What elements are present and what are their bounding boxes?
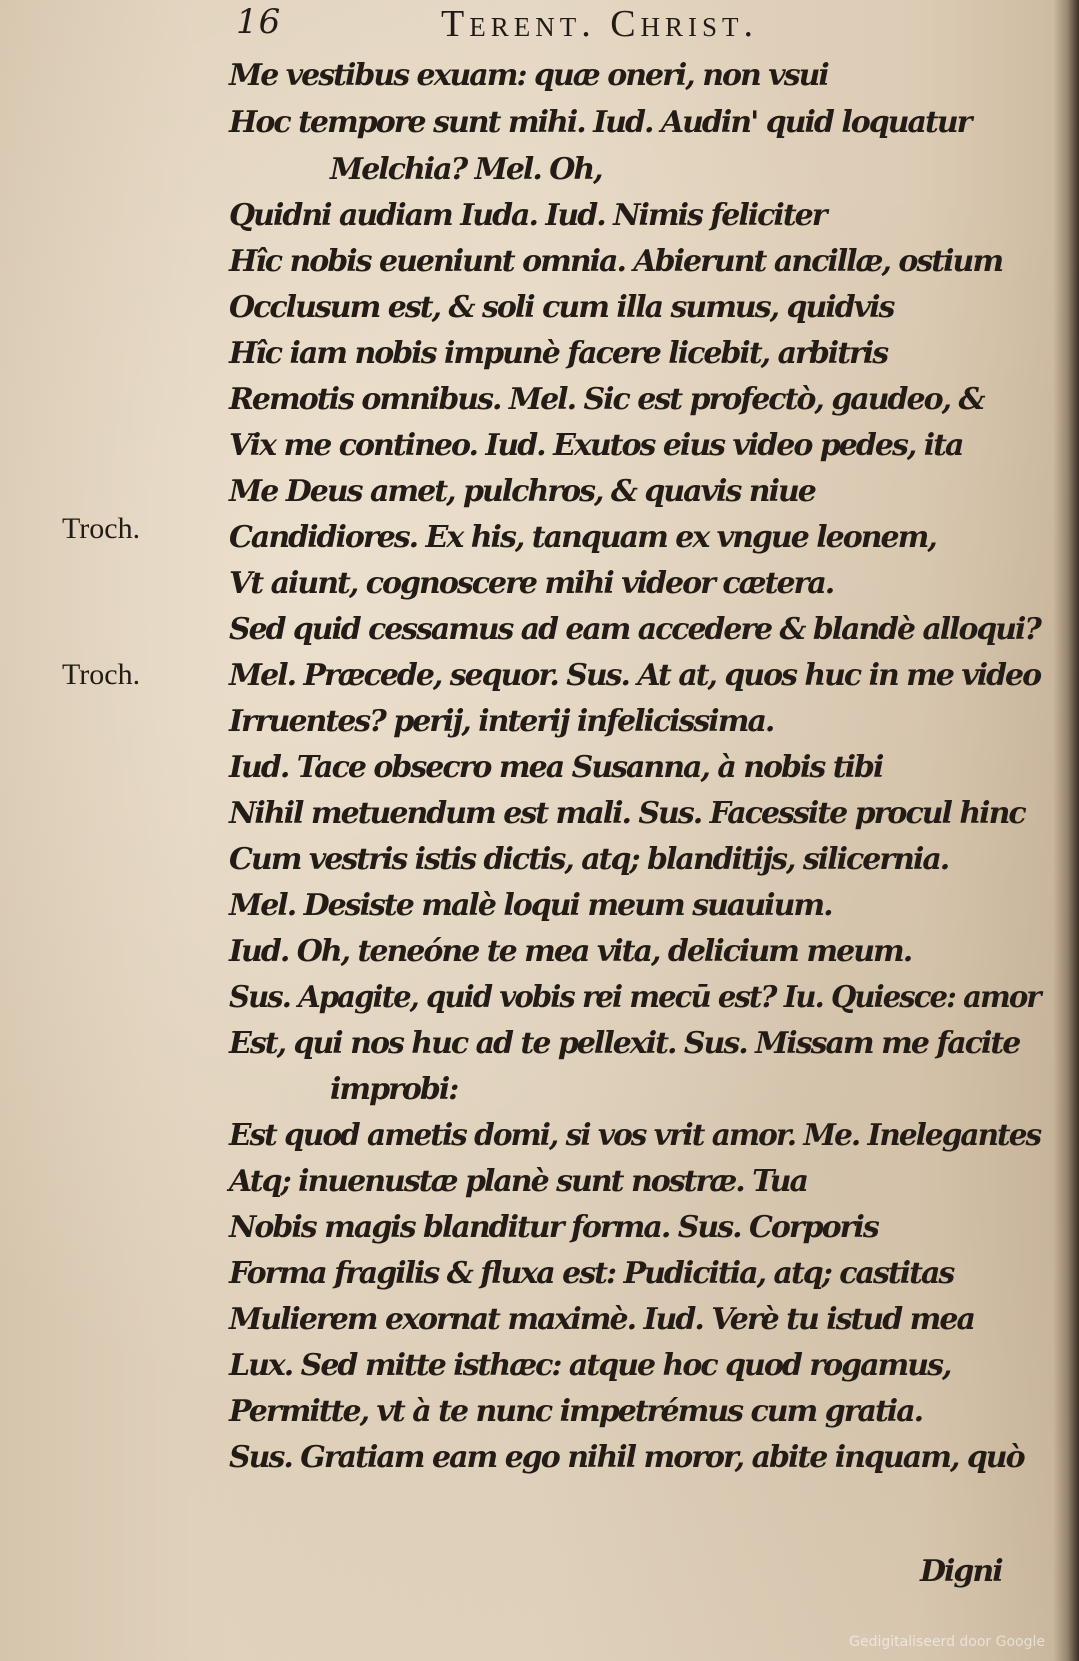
- text-line: Vt aiunt, cognoscere mihi videor cætera.: [229, 566, 834, 601]
- text-line: Cum vestris istis dictis, atq; blanditijs, silicernia.: [229, 842, 949, 877]
- text-line: Remotis omnibus. Mel. Sic est profectò, gaudeo, &: [229, 382, 984, 417]
- text-line: Sus. Apagite, quid vobis rei mecū est? Iu. Quiesce: amor: [229, 980, 1040, 1015]
- text-line: Melchia? Mel. Oh,: [330, 152, 602, 187]
- text-line: Hoc tempore sunt mihi. Iud. Audin' quid loquatur: [229, 105, 971, 140]
- text-line: Me vestibus exuam: quæ oneri, non vsui: [229, 58, 828, 93]
- text-line: Irruentes? perij, interij infelicissima.: [229, 704, 774, 739]
- text-line: Hîc nobis eueniunt omnia. Abierunt ancillæ, ostium: [229, 244, 1003, 279]
- margin-note-troch-1: Troch.: [62, 512, 141, 545]
- text-line: Permitte, vt à te nunc impetrémus cum gratia.: [229, 1394, 923, 1429]
- text-line: Mel. Desiste malè loqui meum suauium.: [229, 888, 832, 923]
- text-line: improbi:: [330, 1072, 458, 1107]
- text-line: Occlusum est, & soli cum illa sumus, quidvis: [229, 290, 894, 325]
- running-title: Terent. Christ.: [441, 3, 759, 45]
- text-line: Lux. Sed mitte isthæc: atque hoc quod rogamus,: [229, 1348, 951, 1383]
- text-line: Iud. Tace obsecro mea Susanna, à nobis tibi: [229, 750, 883, 785]
- text-line: Forma fragilis & fluxa est: Pudicitia, atq; castitas: [229, 1256, 954, 1291]
- catchword: Digni: [920, 1554, 1002, 1589]
- text-line: Mulierem exornat maximè. Iud. Verè tu istud mea: [229, 1302, 974, 1337]
- text-line: Me Deus amet, pulchros, & quavis niue: [229, 474, 815, 509]
- text-line: Mel. Præcede, sequor. Sus. At at, quos huc in me video: [229, 658, 1041, 693]
- text-line: Est, qui nos huc ad te pellexit. Sus. Missam me facite: [229, 1026, 1020, 1061]
- text-line: Vix me contineo. Iud. Exutos eius video pedes, ita: [229, 428, 963, 463]
- text-line: Atq; inuenustæ planè sunt nostræ. Tua: [229, 1164, 807, 1199]
- text-line: Candidiores. Ex his, tanquam ex vngue leonem,: [229, 520, 936, 555]
- page-number: 16: [236, 2, 282, 42]
- text-line: Nihil metuendum est mali. Sus. Facessite procul hinc: [229, 796, 1025, 831]
- running-head: [236, 2, 996, 46]
- text-line: Nobis magis blanditur forma. Sus. Corporis: [229, 1210, 878, 1245]
- digitization-watermark: Gedigitaliseerd door Google: [849, 1634, 1045, 1650]
- text-line: Sed quid cessamus ad eam accedere & blandè alloqui?: [229, 612, 1040, 647]
- binding-edge-shadow: [1053, 0, 1079, 1661]
- text-line: Sus. Gratiam eam ego nihil moror, abite inquam, quò: [229, 1440, 1024, 1475]
- text-line: Quidni audiam Iuda. Iud. Nimis feliciter: [229, 198, 826, 233]
- text-line: Est quod ametis domi, si vos vrit amor. Me. Inelegantes: [229, 1118, 1041, 1153]
- margin-note-troch-2: Troch.: [62, 658, 141, 691]
- text-line: Hîc iam nobis impunè facere licebit, arbitris: [229, 336, 888, 371]
- text-line: Iud. Oh, teneóne te mea vita, delicium meum.: [229, 934, 912, 969]
